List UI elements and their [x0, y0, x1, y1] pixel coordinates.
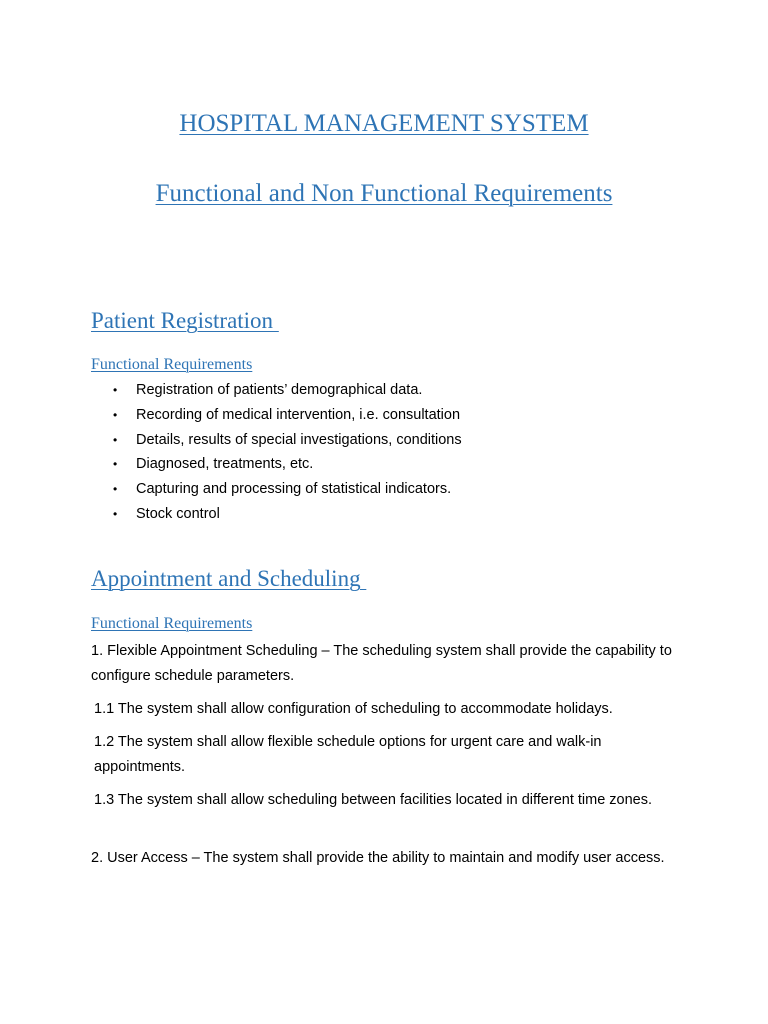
section-subheading-functional-requirements: Functional Requirements: [91, 615, 253, 632]
bullet-icon: •: [113, 407, 118, 422]
list-item-text: Registration of patients’ demographical data.: [136, 382, 423, 398]
bullet-icon: •: [113, 383, 118, 397]
bullet-icon: •: [113, 482, 118, 497]
list-item: [113, 428, 462, 453]
document-title: HOSPITAL MANAGEMENT SYSTEM: [179, 110, 589, 137]
section-heading-appointment-scheduling: Appointment and Scheduling: [91, 566, 367, 591]
list-item: [113, 378, 462, 403]
section-subheading-functional-requirements: Functional Requirements: [91, 356, 253, 373]
list-item-text: Diagnosed, treatments, etc.: [136, 456, 314, 473]
list-item: [113, 502, 462, 527]
requirement-paragraph: 2. User Access – The system shall provide the ability to maintain and modify user access.: [91, 850, 665, 866]
requirements-bullet-list: [113, 378, 462, 527]
list-item-text: Stock control: [136, 505, 220, 522]
list-item-text: Details, results of special investigations, conditions: [136, 431, 462, 448]
bullet-icon: •: [113, 457, 118, 472]
list-item-text: Recording of medical intervention, i.e. consultation: [136, 406, 461, 423]
requirement-paragraph: 1.3 The system shall allow scheduling between facilities located in different time zones.: [94, 792, 653, 808]
requirement-paragraph: 1.1 The system shall allow configuration of scheduling to accommodate holidays.: [94, 701, 613, 717]
list-item-text: Capturing and processing of statistical indicators.: [136, 481, 452, 498]
requirement-paragraph: 1.2 The system shall allow flexible schedule options for urgent care and walk-in appointments.: [94, 734, 602, 775]
bullet-icon: •: [113, 506, 118, 521]
bullet-icon: •: [113, 432, 118, 447]
list-item: [113, 452, 462, 477]
list-item: [113, 403, 462, 428]
document-subtitle: Functional and Non Functional Requirements: [155, 180, 613, 207]
section-heading-patient-registration: Patient Registration: [91, 308, 279, 333]
list-item: [113, 477, 462, 502]
requirement-paragraph: 1. Flexible Appointment Scheduling – The scheduling system shall provide the capability to configure schedule parameters.: [91, 643, 672, 684]
